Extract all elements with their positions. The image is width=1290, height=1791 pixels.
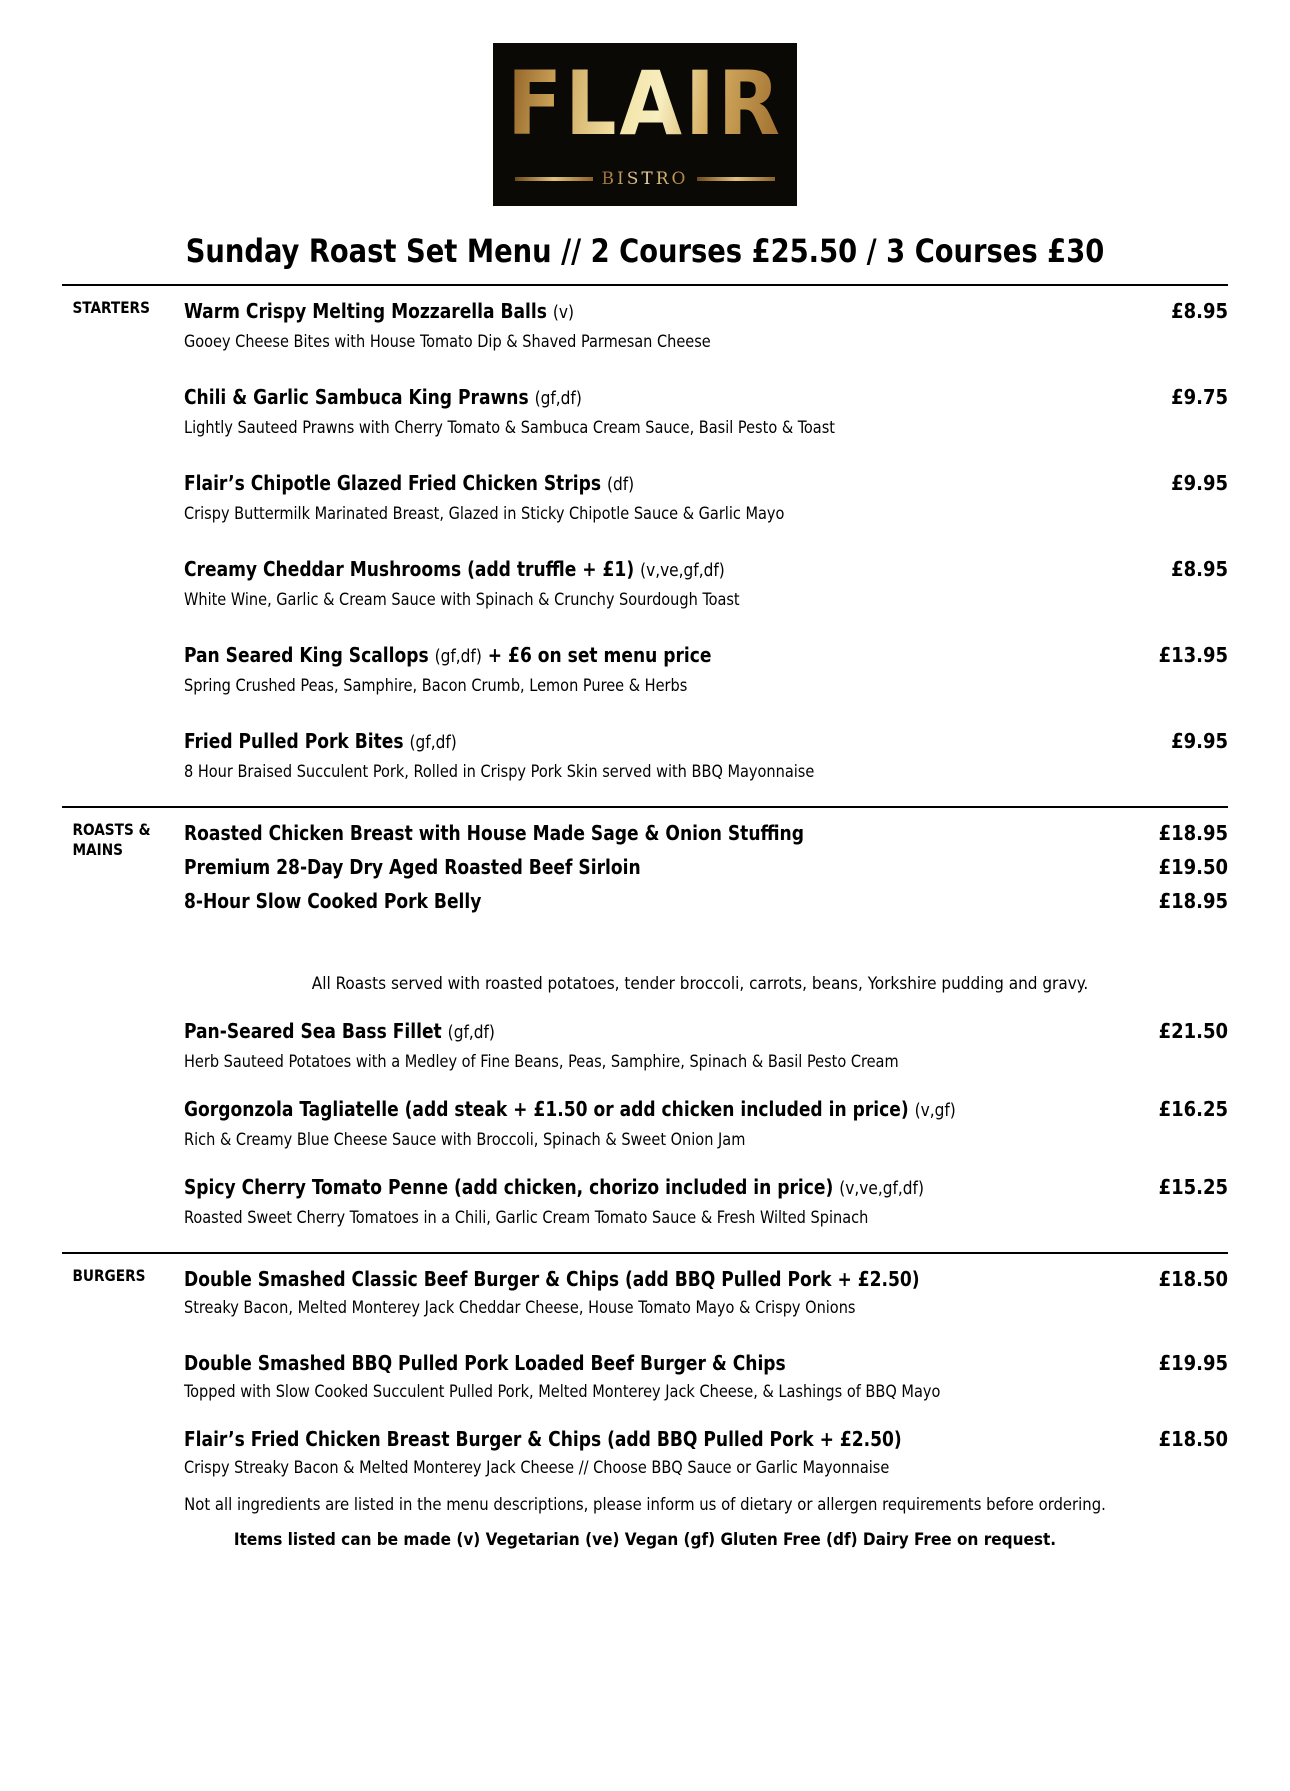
item-price: £18.50 (1158, 1427, 1228, 1451)
menu-item (184, 854, 1228, 880)
item-name: Pan Seared King Scallops (gf,df) + £6 on set menu price (184, 643, 712, 667)
item-tags-suffix: + £6 on set menu price (481, 643, 712, 667)
section-label-starters: STARTERS (72, 298, 150, 317)
spacer (184, 914, 1228, 972)
menu-item (184, 1266, 1228, 1320)
item-description: Spring Crushed Peas, Samphire, Bacon Crumb, Lemon Puree & Herbs (184, 676, 688, 696)
section-burgers (62, 1252, 1228, 1480)
item-name: Fried Pulled Pork Bites (gf,df) (184, 729, 457, 753)
item-description: Lightly Sauteed Prawns with Cherry Tomato & Sambuca Cream Sauce, Basil Pesto & Toast (184, 418, 835, 438)
section-label-line2: MAINS (72, 840, 124, 859)
item-price: £9.95 (1171, 729, 1228, 753)
spacer (184, 1074, 1228, 1096)
item-name: Gorgonzola Tagliatelle (add steak + £1.50 or add chicken included in price) (v,gf) (184, 1097, 956, 1121)
menu-item (184, 470, 1228, 526)
spacer (184, 880, 1228, 888)
spacer (184, 354, 1228, 384)
dietary-legend: Items listed can be made (v) Vegetarian (ve) Vegan (gf) Gluten Free (df) Dairy Free on request. (233, 1530, 1057, 1550)
item-name: Pan-Seared Sea Bass Fillet (gf,df) (184, 1019, 495, 1043)
logo-container (62, 0, 1228, 206)
spacer (184, 698, 1228, 728)
item-description: Crispy Streaky Bacon & Melted Monterey Jack Cheese // Choose BBQ Sauce or Garlic Mayonnaise (184, 1458, 890, 1478)
item-description: Crispy Buttermilk Marinated Breast, Glazed in Sticky Chipotle Sauce & Garlic Mayo (184, 504, 785, 524)
menu-item (184, 556, 1228, 612)
item-description: Topped with Slow Cooked Succulent Pulled Pork, Melted Monterey Jack Cheese, & Lashings of BBQ Mayo (184, 1382, 941, 1402)
item-name: 8-Hour Slow Cooked Pork Belly (184, 889, 482, 913)
item-description: Gooey Cheese Bites with House Tomato Dip & Shaved Parmesan Cheese (184, 332, 711, 352)
item-tags: (gf,df) (434, 646, 482, 667)
spacer (184, 784, 1228, 806)
item-price: £8.95 (1171, 299, 1228, 323)
item-tags: (df) (606, 474, 635, 495)
item-price: £9.75 (1171, 385, 1228, 409)
item-tags: (gf,df) (534, 388, 582, 409)
item-tags: (gf,df) (409, 732, 457, 753)
spacer (184, 1230, 1228, 1252)
logo-rule-left (515, 177, 593, 181)
item-price: £21.50 (1158, 1019, 1228, 1043)
item-description: White Wine, Garlic & Cream Sauce with Spinach & Crunchy Sourdough Toast (184, 590, 740, 610)
item-name: Warm Crispy Melting Mozzarella Balls (v) (184, 299, 574, 323)
logo-subtitle-row (493, 169, 797, 189)
spacer (184, 612, 1228, 642)
item-name: Flair’s Chipotle Glazed Fried Chicken Strips (df) (184, 471, 635, 495)
menu-item (184, 888, 1228, 914)
logo-wordmark: FLAIR (507, 52, 783, 155)
section-label-line1: ROASTS & (72, 820, 151, 839)
item-price: £18.95 (1158, 889, 1228, 913)
menu-item (184, 728, 1228, 784)
item-tags: (gf,df) (447, 1022, 495, 1043)
starters-items (184, 298, 1228, 806)
menu-item (184, 820, 1228, 846)
item-name: Double Smashed BBQ Pulled Pork Loaded Beef Burger & Chips (184, 1351, 786, 1375)
item-price: £16.25 (1158, 1097, 1228, 1121)
section-roasts-mains (62, 806, 1228, 1252)
item-price: £9.95 (1171, 471, 1228, 495)
spacer (184, 526, 1228, 556)
menu-item (184, 384, 1228, 440)
item-tags: (v,gf) (914, 1100, 956, 1121)
burgers-items (184, 1266, 1228, 1480)
item-name: Premium 28-Day Dry Aged Roasted Beef Sirloin (184, 855, 641, 879)
roasts-mains-items (184, 820, 1228, 1252)
item-price: £13.95 (1158, 643, 1228, 667)
item-description: 8 Hour Braised Succulent Pork, Rolled in Crispy Pork Skin served with BBQ Mayonnaise (184, 762, 815, 782)
item-description: Roasted Sweet Cherry Tomatoes in a Chili, Garlic Cream Tomato Sauce & Fresh Wilted Spinach (184, 1208, 869, 1228)
item-name: Creamy Cheddar Mushrooms (add truffle + £1) (v,ve,gf,df) (184, 557, 725, 581)
logo-rule-right (697, 177, 775, 181)
menu-item (184, 1426, 1228, 1480)
spacer (184, 1404, 1228, 1426)
menu-item (184, 1174, 1228, 1230)
section-label-roasts-mains (62, 820, 178, 860)
item-price: £19.95 (1158, 1351, 1228, 1375)
roasts-serving-note: All Roasts served with roasted potatoes, tender broccoli, carrots, beans, Yorkshire pudding and gravy. (311, 974, 1089, 994)
item-price: £15.25 (1158, 1175, 1228, 1199)
logo-subtitle: BISTRO (601, 169, 689, 189)
item-price: £18.95 (1158, 821, 1228, 845)
spacer (184, 440, 1228, 470)
page-title: Sunday Roast Set Menu // 2 Courses £25.50 / 3 Courses £30 (185, 232, 1105, 270)
item-name: Chili & Garlic Sambuca King Prawns (gf,df) (184, 385, 582, 409)
item-name: Double Smashed Classic Beef Burger & Chips (add BBQ Pulled Pork + £2.50) (184, 1267, 920, 1291)
spacer (184, 1152, 1228, 1174)
item-name: Flair’s Fried Chicken Breast Burger & Chips (add BBQ Pulled Pork + £2.50) (184, 1427, 902, 1451)
menu-item (184, 642, 1228, 698)
item-tags: (v,ve,gf,df) (640, 560, 725, 581)
spacer (184, 1320, 1228, 1350)
flair-bistro-logo (493, 43, 797, 206)
menu-item (184, 1018, 1228, 1074)
item-price: £8.95 (1171, 557, 1228, 581)
item-name: Spicy Cherry Tomato Penne (add chicken, chorizo included in price) (v,ve,gf,df) (184, 1175, 924, 1199)
item-tags: (v) (552, 302, 574, 323)
item-description: Herb Sauteed Potatoes with a Medley of Fine Beans, Peas, Samphire, Spinach & Basil Pesto Cream (184, 1052, 899, 1072)
item-name: Roasted Chicken Breast with House Made Sage & Onion Stuffing (184, 821, 804, 845)
menu-item (184, 298, 1228, 354)
menu-item (184, 1096, 1228, 1152)
item-description: Rich & Creamy Blue Cheese Sauce with Broccoli, Spinach & Sweet Onion Jam (184, 1130, 746, 1150)
section-label-burgers: BURGERS (72, 1266, 146, 1285)
spacer (184, 846, 1228, 854)
item-description: Streaky Bacon, Melted Monterey Jack Cheddar Cheese, House Tomato Mayo & Crispy Onions (184, 1298, 856, 1318)
section-starters (62, 284, 1228, 806)
allergen-disclaimer: Not all ingredients are listed in the menu descriptions, please inform us of dietary or allergen requirements before ordering. (184, 1495, 1106, 1514)
item-price: £19.50 (1158, 855, 1228, 879)
spacer (184, 996, 1228, 1018)
menu-item (184, 1350, 1228, 1404)
item-price: £18.50 (1158, 1267, 1228, 1291)
item-tags: (v,ve,gf,df) (839, 1178, 924, 1199)
